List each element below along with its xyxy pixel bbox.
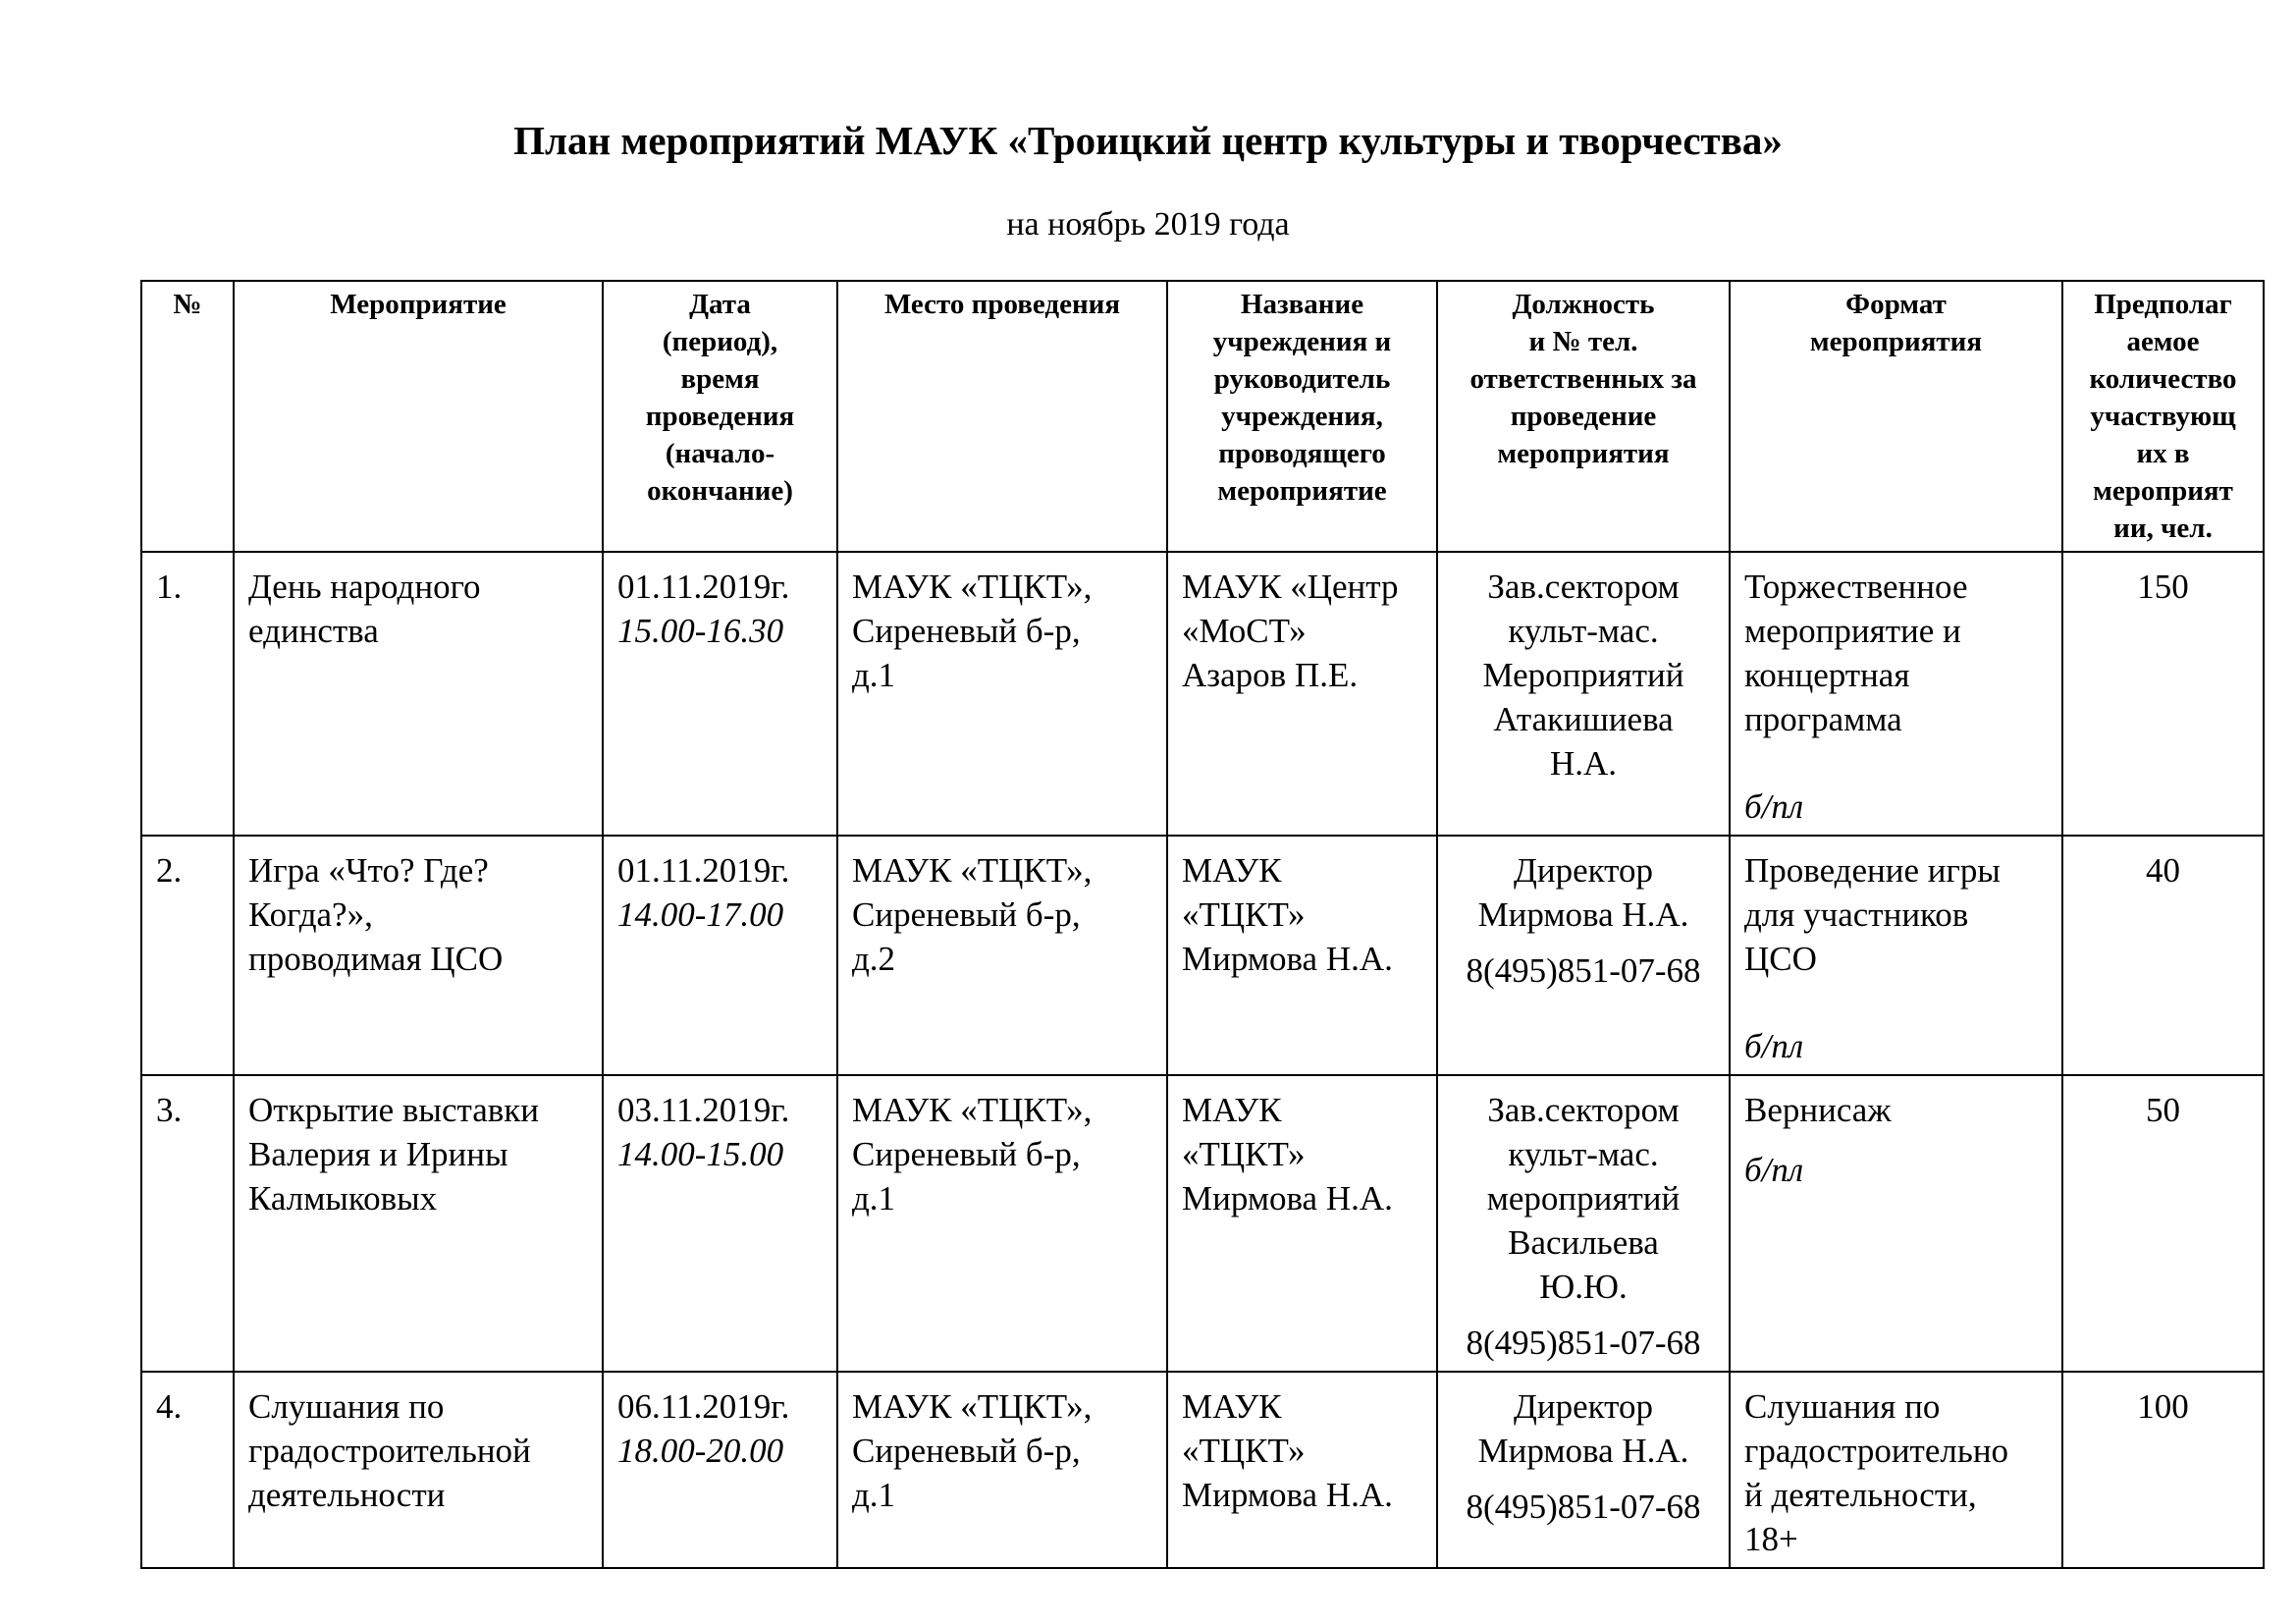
cell-event — [234, 552, 603, 836]
cell-number: 2. — [141, 836, 234, 1075]
cell-format — [1730, 552, 2062, 836]
responsible-phone: 8(495)851-07-68 — [1466, 951, 1701, 990]
header-line: Должность — [1512, 289, 1655, 320]
page-subtitle: на ноябрь 2019 года — [1006, 206, 1290, 243]
header-line: Дата — [689, 289, 751, 320]
header-line: участвующ — [2090, 401, 2236, 432]
header-line: проведение — [1510, 401, 1657, 432]
event-time: 14.00-15.00 — [617, 1135, 784, 1173]
organizer-line: Мирмова Н.А. — [1182, 1179, 1393, 1218]
cell-number: 4. — [141, 1372, 234, 1568]
event-line: Когда?», — [248, 895, 373, 934]
cell-organizer — [1167, 552, 1437, 836]
event-time: 15.00-16.30 — [617, 612, 784, 650]
header-line: Название — [1240, 289, 1364, 320]
place-line: Сиреневый б-р, — [852, 1432, 1081, 1470]
events-table — [140, 280, 2265, 1569]
responsible-line: Директор — [1513, 1387, 1654, 1426]
organizer-line: Азаров П.Е. — [1182, 656, 1359, 694]
event-date: 01.11.2019г. — [617, 568, 790, 606]
cell-number: 1. — [141, 552, 234, 836]
cell-place — [837, 836, 1167, 1075]
header-line: количество — [2089, 363, 2237, 395]
responsible-phone: 8(495)851-07-68 — [1466, 1488, 1701, 1526]
col-header-organizer — [1167, 281, 1437, 552]
event-line: проводимая ЦСО — [248, 940, 504, 978]
responsible-line: Ю.Ю. — [1539, 1268, 1628, 1306]
event-line: Калмыковых — [248, 1179, 438, 1218]
responsible-line: Атакишиева — [1493, 700, 1674, 738]
format-line: мероприятие и — [1744, 612, 1961, 650]
organizer-line: МАУК — [1182, 1387, 1282, 1426]
table-header-row — [141, 281, 2264, 552]
cell-date — [603, 1075, 837, 1372]
cell-number: 3. — [141, 1075, 234, 1372]
responsible-line: Мероприятий — [1482, 656, 1684, 694]
organizer-line: МАУК «Центр — [1182, 568, 1399, 606]
header-line: время — [680, 363, 760, 395]
col-header-responsible — [1437, 281, 1730, 552]
cell-format — [1730, 836, 2062, 1075]
cell-organizer — [1167, 836, 1437, 1075]
cell-event — [234, 1372, 603, 1568]
header-line: проводящего — [1218, 438, 1386, 469]
cell-place — [837, 1372, 1167, 1568]
col-header-place — [837, 281, 1167, 552]
header-line: окончание) — [647, 475, 793, 507]
place-line: д.1 — [852, 1476, 896, 1514]
cell-place — [837, 1075, 1167, 1372]
cell-responsible — [1437, 836, 1730, 1075]
responsible-line: культ-мас. — [1508, 612, 1659, 650]
header-line: учреждения и — [1212, 326, 1392, 357]
organizer-line: Мирмова Н.А. — [1182, 940, 1393, 978]
event-time: 18.00-20.00 — [617, 1432, 784, 1470]
header-line: (период), — [662, 326, 778, 357]
format-line: градостроительно — [1744, 1432, 2009, 1470]
table-row — [141, 836, 2264, 1075]
header-line: аемое — [2126, 326, 2200, 357]
responsible-line: Мирмова Н.А. — [1477, 1432, 1689, 1470]
event-line: Открытие выставки — [248, 1091, 539, 1129]
event-line: Слушания по — [248, 1387, 445, 1426]
organizer-line: «ТЦКТ» — [1182, 1432, 1306, 1470]
header-line: проведения — [645, 401, 795, 432]
place-line: д.1 — [852, 656, 896, 694]
format-line: Торжественное — [1744, 568, 1968, 606]
place-line: Сиреневый б-р, — [852, 895, 1081, 934]
organizer-line: «МоСТ» — [1182, 612, 1307, 650]
organizer-line: «ТЦКТ» — [1182, 895, 1306, 934]
format-note: б/пл — [1744, 1151, 1804, 1189]
format-line: й деятельности, — [1744, 1476, 1977, 1514]
cell-date — [603, 552, 837, 836]
cell-event — [234, 836, 603, 1075]
event-line: Валерия и Ирины — [248, 1135, 508, 1173]
header-line: ии, чел. — [2113, 513, 2213, 544]
format-line: ЦСО — [1744, 940, 1817, 978]
format-line: 18+ — [1744, 1520, 1798, 1558]
responsible-line: Зав.сектором — [1487, 568, 1680, 606]
format-note: б/пл — [1744, 1027, 1804, 1065]
place-line: Сиреневый б-р, — [852, 612, 1081, 650]
responsible-phone: 8(495)851-07-68 — [1466, 1324, 1701, 1362]
responsible-line: Зав.сектором — [1487, 1091, 1680, 1129]
header-line: мероприятия — [1497, 438, 1670, 469]
cell-responsible — [1437, 1075, 1730, 1372]
place-line: д.2 — [852, 940, 896, 978]
cell-format — [1730, 1372, 2062, 1568]
responsible-line: Директор — [1513, 851, 1654, 890]
header-line: учреждения, — [1221, 401, 1383, 432]
format-line: концертная — [1744, 656, 1910, 694]
format-note: б/пл — [1744, 787, 1804, 826]
header-line: мероприятия — [1809, 326, 1983, 357]
event-date: 06.11.2019г. — [617, 1387, 790, 1426]
cell-event — [234, 1075, 603, 1372]
place-line: д.1 — [852, 1179, 896, 1218]
responsible-line: Мирмова Н.А. — [1477, 895, 1689, 934]
cell-format — [1730, 1075, 2062, 1372]
responsible-line: Н.А. — [1549, 744, 1618, 783]
format-line: Вернисаж — [1744, 1091, 1892, 1129]
place-line: МАУК «ТЦКТ», — [852, 851, 1093, 890]
event-line: деятельности — [248, 1476, 446, 1514]
format-line: программа — [1744, 700, 1902, 738]
cell-date — [603, 836, 837, 1075]
cell-responsible — [1437, 1372, 1730, 1568]
header-line: Мероприятие — [330, 289, 507, 320]
cell-date — [603, 1372, 837, 1568]
table-row — [141, 1372, 2264, 1568]
cell-participants: 40 — [2062, 836, 2264, 1075]
event-line: градостроительной — [248, 1432, 531, 1470]
cell-participants: 100 — [2062, 1372, 2264, 1568]
header-line: их в — [2136, 438, 2190, 469]
place-line: МАУК «ТЦКТ», — [852, 1387, 1093, 1426]
cell-place — [837, 552, 1167, 836]
event-date: 03.11.2019г. — [617, 1091, 790, 1129]
event-line: единства — [248, 612, 379, 650]
col-header-number — [141, 281, 234, 552]
header-line: Формат — [1845, 289, 1947, 320]
event-line: Игра «Что? Где? — [248, 851, 489, 890]
format-line: Слушания по — [1744, 1387, 1941, 1426]
cell-participants: 150 — [2062, 552, 2264, 836]
header-line: и № тел. — [1528, 326, 1638, 357]
page-title: План мероприятий МАУК «Троицкий центр культуры и творчества» — [513, 118, 1783, 163]
responsible-line: мероприятий — [1486, 1179, 1681, 1218]
responsible-line: культ-мас. — [1508, 1135, 1659, 1173]
header-line: руководитель — [1213, 363, 1391, 395]
event-time: 14.00-17.00 — [617, 895, 784, 934]
organizer-line: Мирмова Н.А. — [1182, 1476, 1393, 1514]
header-line: № — [173, 289, 202, 320]
cell-responsible — [1437, 552, 1730, 836]
format-line: Проведение игры — [1744, 851, 2001, 890]
place-line: Сиреневый б-р, — [852, 1135, 1081, 1173]
format-line: для участников — [1744, 895, 1969, 934]
header-line: Предполаг — [2094, 289, 2232, 320]
table-row — [141, 552, 2264, 836]
organizer-line: МАУК — [1182, 1091, 1282, 1129]
responsible-line: Васильева — [1508, 1223, 1659, 1262]
organizer-line: МАУК — [1182, 851, 1282, 890]
header-line: мероприят — [2093, 475, 2233, 507]
table-body — [141, 552, 2264, 1568]
header-line: Место проведения — [883, 289, 1121, 320]
cell-organizer — [1167, 1372, 1437, 1568]
col-header-event — [234, 281, 603, 552]
place-line: МАУК «ТЦКТ», — [852, 1091, 1093, 1129]
event-line: День народного — [248, 568, 481, 606]
header-line: (начало- — [665, 438, 775, 469]
table-row — [141, 1075, 2264, 1372]
header-line: мероприятие — [1217, 475, 1387, 507]
place-line: МАУК «ТЦКТ», — [852, 568, 1093, 606]
organizer-line: «ТЦКТ» — [1182, 1135, 1306, 1173]
col-header-date — [603, 281, 837, 552]
event-date: 01.11.2019г. — [617, 851, 790, 890]
cell-participants: 50 — [2062, 1075, 2264, 1372]
header-line: ответственных за — [1469, 363, 1697, 395]
col-header-format — [1730, 281, 2062, 552]
cell-organizer — [1167, 1075, 1437, 1372]
col-header-participants — [2062, 281, 2264, 552]
